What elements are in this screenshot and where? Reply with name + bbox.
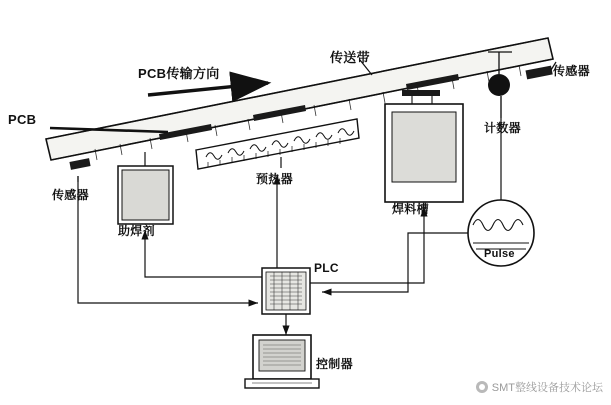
label-sensor-left: 传感器 [52, 188, 89, 202]
controller-computer [245, 314, 319, 388]
label-counter: 计数器 [484, 121, 521, 135]
label-preheater: 预热器 [256, 172, 293, 186]
label-pcb-direction: PCB传输方向 [138, 66, 220, 81]
left-sensor [69, 158, 90, 170]
watermark-text: SMT整线设备技术论坛 [491, 382, 603, 394]
label-plc: PLC [314, 261, 339, 275]
label-sensor-right: 传感器 [553, 64, 590, 78]
plc-unit [262, 268, 310, 314]
label-pulse: Pulse [484, 248, 515, 260]
watermark-icon [476, 381, 488, 393]
label-leaders [50, 60, 556, 182]
flux-tank [118, 152, 173, 224]
label-pcb: PCB [8, 112, 37, 127]
label-flux: 助焊剂 [118, 224, 155, 238]
solder-pot [385, 90, 463, 202]
pcb-direction-arrow [148, 83, 268, 95]
label-conveyor: 传送带 [330, 50, 370, 65]
label-controller: 控制器 [316, 357, 353, 371]
watermark [476, 379, 603, 395]
label-solder-pot: 焊料槽 [392, 202, 429, 216]
